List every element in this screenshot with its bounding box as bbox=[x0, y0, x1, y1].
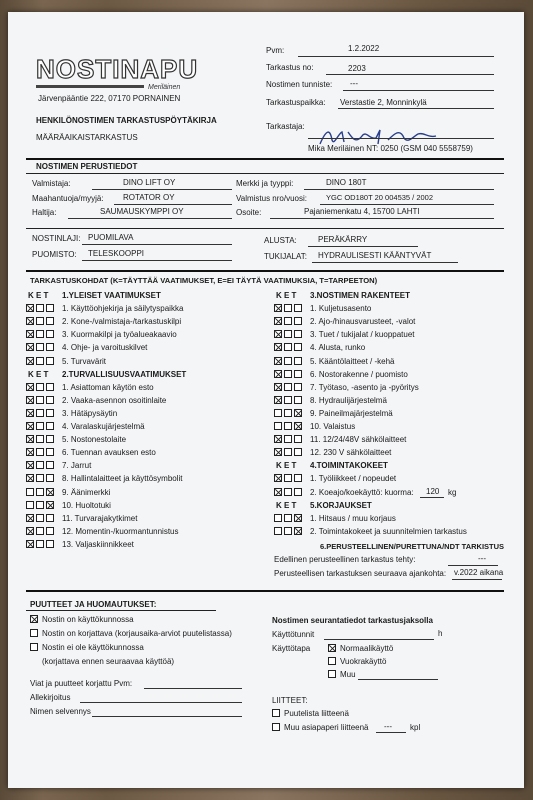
checklist-item: 7. Työtaso, -asento ja -pyöritys bbox=[310, 382, 419, 392]
check-k[interactable] bbox=[274, 317, 282, 325]
ket-header: K E T bbox=[276, 461, 297, 471]
check-e[interactable] bbox=[36, 448, 44, 456]
normaali-checkbox[interactable] bbox=[328, 644, 336, 652]
edellinen-value: --- bbox=[478, 554, 486, 563]
check-t[interactable] bbox=[46, 304, 54, 312]
group-title: 2.TURVALLISUUSVAATIMUKSET bbox=[62, 369, 187, 379]
tukijalat-label: TUKIJALAT: bbox=[264, 252, 307, 261]
muu-checkbox[interactable] bbox=[328, 670, 336, 678]
muu-label: Muu bbox=[340, 670, 356, 679]
checklist-item: 4. Varalaskujärjestelmä bbox=[62, 422, 145, 431]
check-t[interactable] bbox=[46, 488, 54, 496]
check-t[interactable] bbox=[46, 540, 54, 548]
check-e[interactable] bbox=[36, 396, 44, 404]
doc-subtitle: MÄÄRÄAIKAISTARKASTUS bbox=[36, 133, 138, 142]
check-t[interactable] bbox=[294, 383, 302, 391]
check-k[interactable] bbox=[274, 304, 282, 312]
seuranta-heading: Nostimen seurantatiedot tarkastusjaksolla bbox=[272, 616, 433, 625]
checklist-item: 9. Paineilmajärjestelmä bbox=[310, 408, 393, 418]
check-k[interactable] bbox=[26, 304, 34, 312]
checklist-item: 3. Kuormakilpi ja työalueakaavio bbox=[62, 330, 177, 340]
group-title: 4.TOIMINTAKOKEET bbox=[310, 461, 388, 471]
check-k[interactable] bbox=[274, 357, 282, 365]
opt3-label: Nostin ei ole käyttökunnossa bbox=[42, 643, 144, 652]
opt3-checkbox[interactable] bbox=[30, 643, 38, 651]
checklist-item: 5. Kääntölaitteet / -kehä bbox=[310, 356, 395, 366]
checklist-item: 10. Huoltotuki bbox=[62, 500, 111, 510]
valmistaja-label: Valmistaja: bbox=[32, 179, 71, 188]
checklist-item: 1. Työliikkeet / nopeudet bbox=[310, 474, 397, 484]
checklist-item: 1. Asiattoman käytön esto bbox=[62, 382, 154, 392]
checklist-item: 2. Toimintakokeet ja suunnitelmien tarkastus bbox=[310, 526, 467, 536]
osoite-value: Pajaniemenkatu 4, 15700 LAHTI bbox=[304, 207, 420, 216]
check-k[interactable] bbox=[26, 357, 34, 365]
opt2-checkbox[interactable] bbox=[30, 629, 38, 637]
checklist-item: 5. Nostonestolaite bbox=[62, 435, 127, 445]
check-t[interactable] bbox=[294, 474, 302, 482]
company-address: Järvenpääntie 222, 07170 PORNAINEN bbox=[38, 94, 181, 103]
check-e[interactable] bbox=[36, 488, 44, 496]
check-t[interactable] bbox=[46, 474, 54, 482]
check-t[interactable] bbox=[46, 409, 54, 417]
maahantuoja-label: Maahantuoja/myyjä: bbox=[32, 194, 104, 203]
pvm-label: Pvm: bbox=[266, 46, 285, 55]
check-e[interactable] bbox=[284, 474, 292, 482]
checklist-item: 13. Valjaskiinnikkeet bbox=[62, 539, 134, 549]
haltija-value: SAUMAUSKYMPPI OY bbox=[100, 207, 184, 216]
korjattu-label: Viat ja puutteet korjattu Pvm: bbox=[30, 679, 133, 688]
logo-bar bbox=[36, 85, 144, 88]
check-t[interactable] bbox=[46, 383, 54, 391]
check-k[interactable] bbox=[274, 435, 282, 443]
edellinen-label: Edellinen perusteellinen tarkastus tehty: bbox=[274, 555, 416, 564]
check-k[interactable] bbox=[274, 370, 282, 378]
check-k[interactable] bbox=[274, 396, 282, 404]
check-t[interactable] bbox=[294, 317, 302, 325]
check-e[interactable] bbox=[284, 527, 292, 535]
tapa-label: Käyttötapa bbox=[272, 644, 311, 653]
check-e[interactable] bbox=[284, 370, 292, 378]
check-k[interactable] bbox=[26, 488, 34, 496]
tunnit-unit: h bbox=[438, 629, 443, 638]
group-title: 1.YLEISET VAATIMUKSET bbox=[62, 291, 161, 300]
pvm-value: 1.2.2022 bbox=[348, 44, 380, 53]
check-k[interactable] bbox=[274, 448, 282, 456]
check-k[interactable] bbox=[274, 409, 282, 417]
merkki-label: Merkki ja tyyppi: bbox=[236, 179, 294, 188]
check-e[interactable] bbox=[36, 317, 44, 325]
check-e[interactable] bbox=[284, 514, 292, 522]
tarkastaja-name: Mika Meriläinen NT: 0250 (GSM 040 5558759) bbox=[308, 144, 473, 153]
check-k[interactable] bbox=[274, 514, 282, 522]
check-e[interactable] bbox=[36, 461, 44, 469]
check-k[interactable] bbox=[274, 527, 282, 535]
allekirjoitus-label: Allekirjoitus bbox=[30, 693, 71, 702]
maahantuoja-value: ROTATOR OY bbox=[123, 193, 175, 202]
puutelista-label: Puutelista liitteenä bbox=[284, 709, 349, 718]
check-t[interactable] bbox=[294, 422, 302, 430]
check-t[interactable] bbox=[294, 370, 302, 378]
checklist-item: 4. Alusta, runko bbox=[310, 343, 366, 353]
check-t[interactable] bbox=[294, 330, 302, 338]
check-t[interactable] bbox=[46, 514, 54, 522]
check-t[interactable] bbox=[294, 448, 302, 456]
perustiedot-heading: NOSTIMEN PERUSTIEDOT bbox=[36, 162, 138, 171]
checklist-item: 2. Kone-/valmistaja-/tarkastuskilpi bbox=[62, 317, 182, 327]
checklist-item: 8. Hallintalaitteet ja käyttösymbolit bbox=[62, 474, 183, 484]
checklist-item: 4. Ohje- ja varoituskilvet bbox=[62, 343, 148, 353]
puutelista-checkbox[interactable] bbox=[272, 709, 280, 717]
normaali-label: Normaalikäyttö bbox=[340, 644, 394, 653]
check-e[interactable] bbox=[284, 317, 292, 325]
check-e[interactable] bbox=[36, 330, 44, 338]
check-e[interactable] bbox=[36, 527, 44, 535]
opt2-label: Nostin on korjattava (korjausaika-arviot puutelistassa) bbox=[42, 629, 232, 638]
opt1-checkbox[interactable] bbox=[30, 615, 38, 623]
check-e[interactable] bbox=[284, 343, 292, 351]
kohdat-heading: TARKASTUSKOHDAT (K=TÄYTTÄÄ VAATIMUKSET, E=EI TÄYTÄ VAATIMUKSIA, T=TARPEETON) bbox=[30, 276, 378, 285]
alusta-value: PERÄKÄRRY bbox=[318, 235, 368, 244]
puomisto-value: TELESKOOPPI bbox=[88, 249, 145, 258]
inspection-form bbox=[8, 12, 524, 788]
check-t[interactable] bbox=[294, 396, 302, 404]
perustarkastus-heading: 6.PERUSTEELLINEN/PURETTUNA/NDT TARKISTUS bbox=[320, 542, 505, 551]
checklist-item: 8. Hydraulijärjestelmä bbox=[310, 395, 387, 405]
check-k[interactable] bbox=[26, 409, 34, 417]
check-e[interactable] bbox=[36, 357, 44, 365]
check-k[interactable] bbox=[26, 422, 34, 430]
check-k[interactable] bbox=[274, 474, 282, 482]
muu-liite-label: Muu asiapaperi liitteenä bbox=[284, 723, 369, 732]
check-e[interactable] bbox=[284, 409, 292, 417]
check-k[interactable] bbox=[26, 383, 34, 391]
tarkastus-no-value: 2203 bbox=[348, 64, 366, 73]
check-e[interactable] bbox=[284, 357, 292, 365]
check-k[interactable] bbox=[274, 330, 282, 338]
check-t[interactable] bbox=[46, 501, 54, 509]
group-title: 3.NOSTIMEN RAKENTEET bbox=[310, 291, 411, 300]
check-e[interactable] bbox=[284, 448, 292, 456]
check-e[interactable] bbox=[36, 343, 44, 351]
muu-liite-checkbox[interactable] bbox=[272, 723, 280, 731]
check-k[interactable] bbox=[26, 343, 34, 351]
tarkastus-no-label: Tarkastus no: bbox=[266, 63, 314, 72]
check-t[interactable] bbox=[46, 448, 54, 456]
merkki-value: DINO 180T bbox=[326, 178, 367, 187]
check-e[interactable] bbox=[36, 422, 44, 430]
check-k[interactable] bbox=[26, 514, 34, 522]
muu-liite-count: --- bbox=[384, 722, 392, 731]
check-k[interactable] bbox=[26, 330, 34, 338]
check-e[interactable] bbox=[36, 409, 44, 417]
vuokra-checkbox[interactable] bbox=[328, 657, 336, 665]
check-e[interactable] bbox=[284, 396, 292, 404]
check-t[interactable] bbox=[46, 343, 54, 351]
checklist-item: 12. Momentin-/kuormantunnistus bbox=[62, 526, 179, 536]
selvennys-label: Nimen selvennys bbox=[30, 707, 91, 716]
load-value: 120 bbox=[426, 486, 440, 496]
group-title: 5.KORJAUKSET bbox=[310, 500, 372, 510]
puomisto-label: PUOMISTO: bbox=[32, 250, 77, 259]
check-e[interactable] bbox=[36, 304, 44, 312]
ket-header: K E T bbox=[276, 500, 297, 510]
checklist-item: 5. Turvavärit bbox=[62, 356, 107, 366]
check-k[interactable] bbox=[26, 501, 34, 509]
checklist-item: 2. Koeajo/koekäyttö: kuorma: bbox=[310, 487, 414, 497]
haltija-label: Haltija: bbox=[32, 208, 57, 217]
check-t[interactable] bbox=[46, 317, 54, 325]
check-e[interactable] bbox=[36, 501, 44, 509]
check-e[interactable] bbox=[284, 383, 292, 391]
checklist-item: 1. Kuljetusasento bbox=[310, 304, 372, 314]
ket-header: K E T bbox=[276, 291, 297, 300]
checklist-item: 3. Hätäpysäytin bbox=[62, 408, 118, 418]
check-t[interactable] bbox=[294, 304, 302, 312]
check-e[interactable] bbox=[36, 435, 44, 443]
paikka-label: Tarkastuspaikka: bbox=[266, 98, 326, 107]
check-t[interactable] bbox=[294, 527, 302, 535]
check-t[interactable] bbox=[294, 435, 302, 443]
seuraava-value: v.2022 aikana bbox=[454, 568, 504, 577]
muu-liite-unit: kpl bbox=[410, 723, 421, 732]
check-k[interactable] bbox=[26, 461, 34, 469]
checklist-item: 6. Nostorakenne / puomisto bbox=[310, 369, 408, 379]
tarkastaja-label: Tarkastaja: bbox=[266, 122, 305, 131]
opt3-note: (korjattava ennen seuraavaa käyttöä) bbox=[42, 657, 175, 666]
puutteet-heading: PUUTTEET JA HUOMAUTUKSET: bbox=[30, 600, 157, 609]
check-t[interactable] bbox=[294, 488, 302, 496]
check-e[interactable] bbox=[284, 422, 292, 430]
check-k[interactable] bbox=[26, 527, 34, 535]
checklist-item: 2. Vaaka-asennon osoitinlaite bbox=[62, 395, 167, 405]
doc-title: HENKILÖNOSTIMEN TARKASTUSPÖYTÄKIRJA bbox=[36, 116, 217, 125]
check-k[interactable] bbox=[26, 448, 34, 456]
check-k[interactable] bbox=[26, 317, 34, 325]
check-t[interactable] bbox=[46, 422, 54, 430]
ket-header: K E T bbox=[28, 369, 49, 379]
checklist-item: 11. 12/24/48V sähkölaitteet bbox=[310, 435, 407, 445]
alusta-label: ALUSTA: bbox=[264, 236, 297, 245]
tunniste-value: --- bbox=[350, 79, 358, 88]
checklist-item: 12. 230 V sähkölaitteet bbox=[310, 448, 392, 458]
checklist-item: 6. Tuennan avauksen esto bbox=[62, 448, 156, 458]
paikka-value: Verstastie 2, Monninkylä bbox=[340, 98, 427, 107]
check-t[interactable] bbox=[46, 435, 54, 443]
checklist-item: 3. Tuet / tukijalat / kuoppatuet bbox=[310, 330, 415, 340]
logo-subtitle: Meriläinen bbox=[148, 84, 181, 91]
check-t[interactable] bbox=[46, 396, 54, 404]
check-k[interactable] bbox=[274, 488, 282, 496]
valmistaja-value: DINO LIFT OY bbox=[123, 178, 176, 187]
load-unit: kg bbox=[448, 487, 457, 497]
check-t[interactable] bbox=[294, 514, 302, 522]
checklist-item: 1. Hitsaus / muu korjaus bbox=[310, 513, 396, 523]
check-t[interactable] bbox=[46, 461, 54, 469]
checklist-item: 10. Valaistus bbox=[310, 422, 356, 431]
check-t[interactable] bbox=[294, 409, 302, 417]
tunnit-label: Käyttötunnit bbox=[272, 630, 315, 639]
check-t[interactable] bbox=[46, 357, 54, 365]
check-t[interactable] bbox=[294, 357, 302, 365]
check-e[interactable] bbox=[36, 540, 44, 548]
company-logo: NOSTINAPU bbox=[36, 54, 199, 84]
checklist-item: 1. Käyttöohjekirja ja säilytyspaikka bbox=[62, 304, 184, 314]
nostinlaji-label: NOSTINLAJI: bbox=[32, 234, 81, 243]
check-k[interactable] bbox=[26, 435, 34, 443]
check-t[interactable] bbox=[46, 330, 54, 338]
check-t[interactable] bbox=[46, 527, 54, 535]
seuraava-label: Perusteellisen tarkastuksen seuraava ajankohta: bbox=[274, 569, 447, 578]
liitteet-heading: LIITTEET: bbox=[272, 696, 308, 705]
check-k[interactable] bbox=[26, 540, 34, 548]
vuokra-label: Vuokrakäyttö bbox=[340, 657, 387, 666]
check-k[interactable] bbox=[274, 383, 282, 391]
checklist-item: 11. Turvarajakytkimet bbox=[62, 513, 138, 523]
check-k[interactable] bbox=[274, 343, 282, 351]
opt1-label: Nostin on käyttökunnossa bbox=[42, 615, 134, 624]
check-e[interactable] bbox=[284, 435, 292, 443]
valmistusno-value: YGC OD180T 20 004535 / 2002 bbox=[326, 193, 434, 202]
valmistusno-label: Valmistus nro/vuosi: bbox=[236, 194, 307, 203]
check-e[interactable] bbox=[36, 383, 44, 391]
check-e[interactable] bbox=[36, 514, 44, 522]
check-e[interactable] bbox=[284, 304, 292, 312]
check-e[interactable] bbox=[284, 330, 292, 338]
tukijalat-value: HYDRAULISESTI KÄÄNTYVÄT bbox=[318, 251, 432, 260]
check-t[interactable] bbox=[294, 343, 302, 351]
ket-header: K E T bbox=[28, 291, 49, 300]
check-e[interactable] bbox=[284, 488, 292, 496]
checklist-item: 9. Äänimerkki bbox=[62, 487, 111, 497]
osoite-label: Osoite: bbox=[236, 208, 262, 217]
load-underline bbox=[420, 497, 444, 498]
nostinlaji-value: PUOMILAVA bbox=[88, 233, 134, 242]
checklist-item: 7. Jarrut bbox=[62, 461, 92, 471]
tunniste-label: Nostimen tunniste: bbox=[266, 80, 333, 89]
check-k[interactable] bbox=[274, 422, 282, 430]
check-k[interactable] bbox=[26, 396, 34, 404]
check-e[interactable] bbox=[36, 474, 44, 482]
checklist-item: 2. Ajo-/hinausvarusteet, -valot bbox=[310, 317, 416, 327]
check-k[interactable] bbox=[26, 474, 34, 482]
